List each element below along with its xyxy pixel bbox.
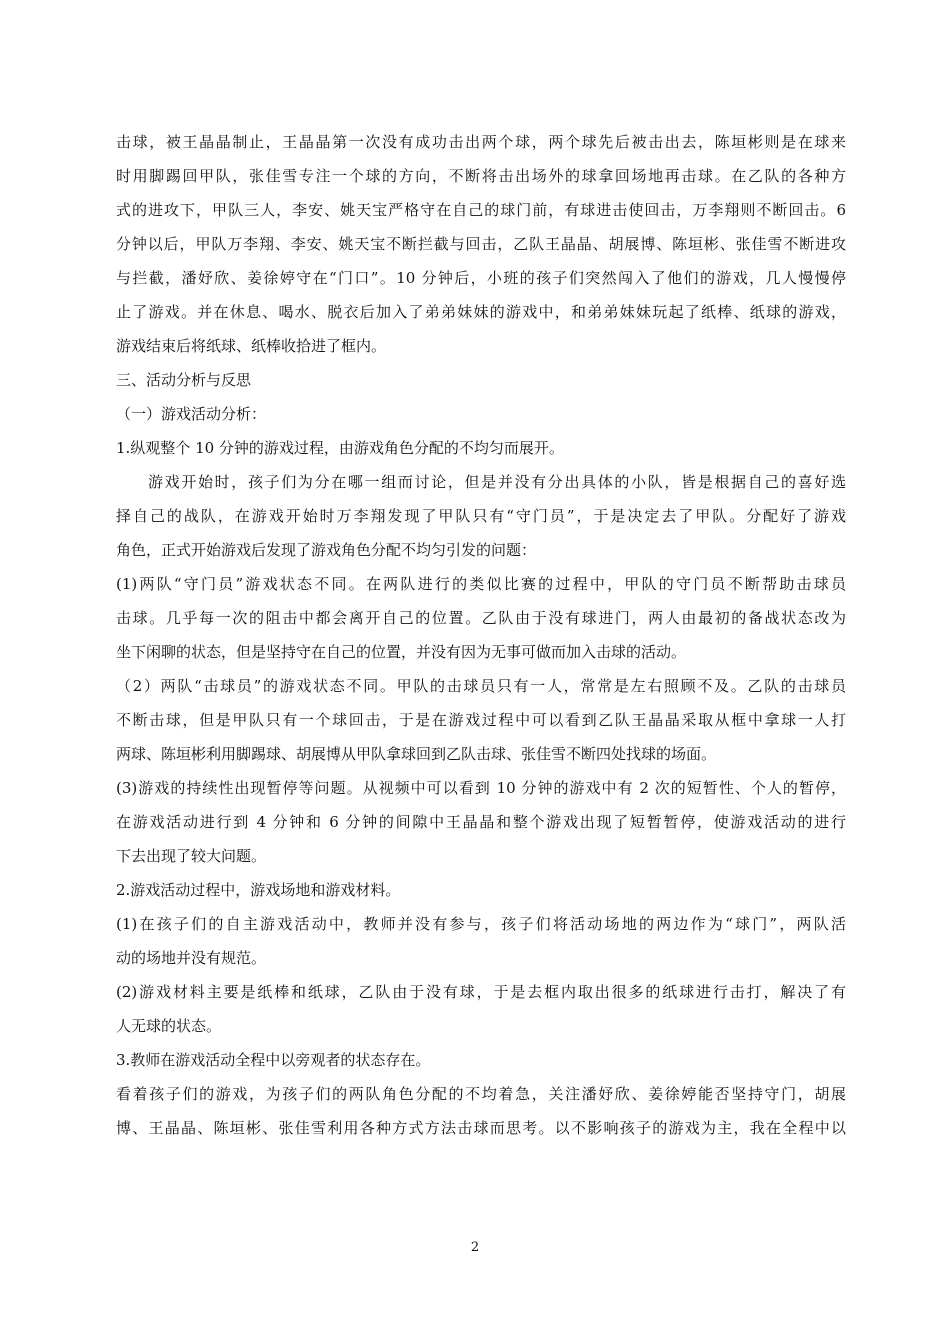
- text-line: 看着孩子们的游戏，为孩子们的两队角色分配的不均着急，关注潘妤欣、姜徐婷能否坚持守门，胡展: [116, 1085, 846, 1103]
- text-line: 人无球的状态。: [116, 1017, 222, 1035]
- text-line: 下去出现了较大问题。: [116, 847, 267, 865]
- text-line: 两球、陈垣彬利用脚踢球、胡展博从甲队拿球回到乙队击球、张佳雪不断四处找球的场面。: [116, 745, 717, 763]
- page-number: 2: [470, 1240, 480, 1255]
- text-line: 角色，正式开始游戏后发现了游戏角色分配不均匀引发的问题：: [116, 541, 537, 559]
- text-line: 击球。几乎每一次的阻击中都会离开自己的位置。乙队由于没有球进门，两人由最初的备战状态改为: [116, 609, 846, 627]
- numbered-item: 1.纵观整个 10 分钟的游戏过程，由游戏角色分配的不均匀而展开。: [116, 439, 564, 457]
- text-line: (2)游戏材料主要是纸棒和纸球，乙队由于没有球，于是去框内取出很多的纸球进行击打，解决了有: [116, 983, 846, 1001]
- text-line: 游戏结束后将纸球、纸棒收拾进了框内。: [116, 337, 387, 355]
- text-line: 式的进攻下，甲队三人，李安、姚天宝严格守在自己的球门前，有球进击使回击，万李翔则不断回击。6: [116, 201, 846, 219]
- text-line: （2）两队“击球员”的游戏状态不同。甲队的击球员只有一人，常常是左右照顾不及。乙队的击球员: [116, 677, 846, 695]
- text-line: (1)两队“守门员”游戏状态不同。在两队进行的类似比赛的过程中，甲队的守门员不断帮助击球员: [116, 575, 846, 593]
- text-line: 不断击球，但是甲队只有一个球回击，于是在游戏过程中可以看到乙队王晶晶采取从框中拿球一人打: [116, 711, 846, 729]
- text-line: 动的场地并没有规范。: [116, 949, 267, 967]
- subsection-heading: （一）游戏活动分析：: [116, 405, 267, 423]
- text-line: 击球，被王晶晶制止，王晶晶第一次没有成功击出两个球，两个球先后被击出去，陈垣彬则是在球来: [116, 133, 846, 151]
- text-line: 游戏开始时，孩子们为分在哪一组而讨论，但是并没有分出具体的小队，皆是根据自己的喜好选: [148, 473, 846, 491]
- text-line: 与拦截，潘妤欣、姜徐婷守在“门口”。10 分钟后，小班的孩子们突然闯入了他们的游戏，几人慢慢停: [116, 269, 846, 287]
- text-line: 分钟以后，甲队万李翔、李安、姚天宝不断拦截与回击，乙队王晶晶、胡展博、陈垣彬、张佳雪不断进攻: [116, 235, 846, 253]
- text-line: 在游戏活动进行到 4 分钟和 6 分钟的间隙中王晶晶和整个游戏出现了短暂暂停，使游戏活动的进行: [116, 813, 846, 831]
- text-line: (3)游戏的持续性出现暂停等问题。从视频中可以看到 10 分钟的游戏中有 2 次的短暂性、个人的暂停，: [116, 779, 846, 797]
- text-line: 止了游戏。并在休息、喝水、脱衣后加入了弟弟妹妹的游戏中，和弟弟妹妹玩起了纸棒、纸球的游戏，: [116, 303, 846, 321]
- text-line: 博、王晶晶、陈垣彬、张佳雪利用各种方式方法击球而思考。以不影响孩子的游戏为主，我在全程中以: [116, 1119, 846, 1137]
- text-line: 时用脚踢回甲队，张佳雪专注一个球的方向，不断将击出场外的球拿回场地再击球。在乙队的各种方: [116, 167, 846, 185]
- text-line: (1)在孩子们的自主游戏活动中，教师并没有参与，孩子们将活动场地的两边作为“球门”，两队活: [116, 915, 846, 933]
- numbered-item: 3.教师在游戏活动全程中以旁观者的状态存在。: [116, 1051, 431, 1069]
- section-heading: 三、活动分析与反思: [116, 371, 252, 389]
- text-line: 择自己的战队，在游戏开始时万李翔发现了甲队只有“守门员”，于是决定去了甲队。分配好了游戏: [116, 507, 846, 525]
- numbered-item: 2.游戏活动过程中，游戏场地和游戏材料。: [116, 881, 401, 899]
- document-body: [116, 125, 846, 1145]
- text-line: 坐下闲聊的状态，但是坚持守在自己的位置，并没有因为无事可做而加入击球的活动。: [116, 643, 687, 661]
